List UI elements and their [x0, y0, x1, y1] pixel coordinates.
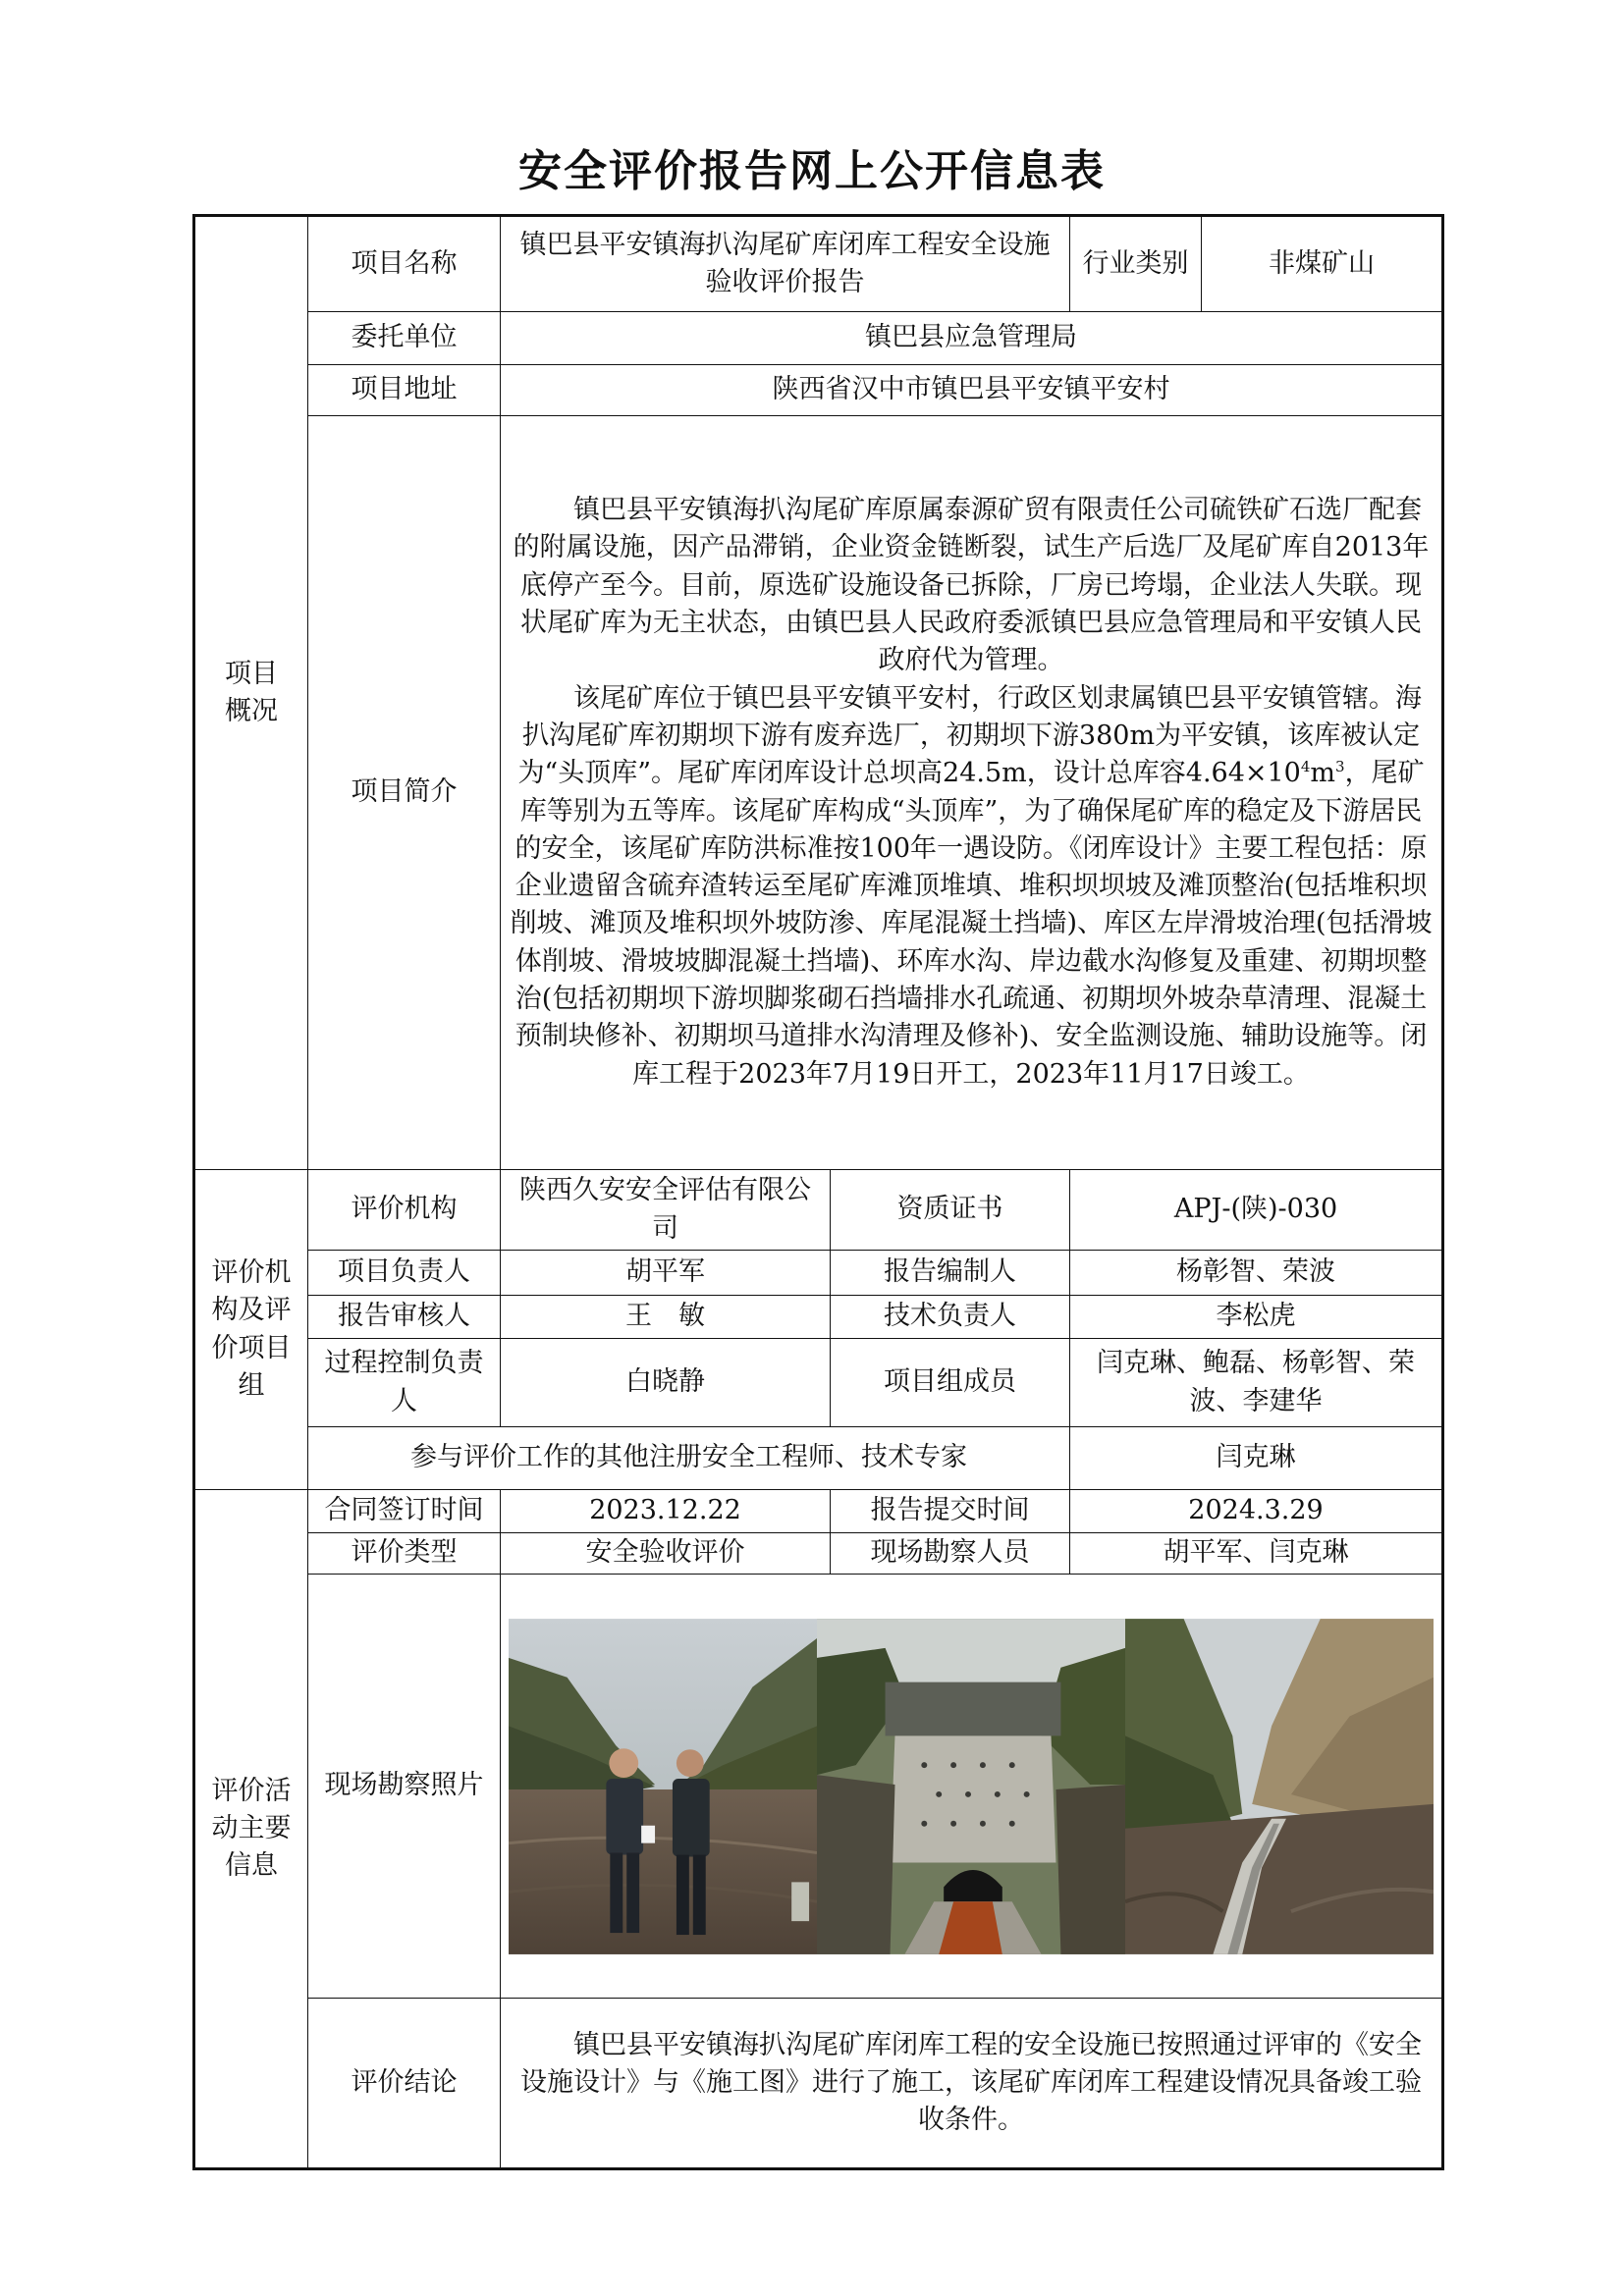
process-value: 白晓静 — [501, 1339, 831, 1427]
tech-label: 技术负责人 — [831, 1296, 1070, 1339]
site-photo-culvert — [817, 1618, 1125, 1955]
photos-label: 现场勘察照片 — [308, 1575, 501, 1999]
site-photo-people — [509, 1618, 817, 1955]
page-title: 安全评价报告网上公开信息表 — [518, 146, 1106, 196]
leader-label: 项目负责人 — [308, 1251, 501, 1296]
agency-value: 陕西久安安全评估有限公司 — [501, 1170, 831, 1251]
site-photo-channel — [1125, 1618, 1434, 1955]
cert-value: APJ-(陕)-030 — [1070, 1170, 1443, 1251]
project-name-label: 项目名称 — [308, 216, 501, 312]
address-label: 项目地址 — [308, 365, 501, 416]
submit-value: 2024.3.29 — [1070, 1490, 1443, 1533]
summary-text — [501, 416, 1443, 1170]
leader-value: 胡平军 — [501, 1251, 831, 1296]
client-label: 委托单位 — [308, 312, 501, 365]
project-name-value: 镇巴县平安镇海扒沟尾矿库闭库工程安全设施验收评价报告 — [501, 216, 1070, 312]
conclusion-label: 评价结论 — [308, 1999, 501, 2169]
conclusion-paragraph: 镇巴县平安镇海扒沟尾矿库闭库工程的安全设施已按照通过评审的《安全设施设计》与《施工图》进行了施工，该尾矿库闭库工程建设情况具备竣工验收条件。 — [520, 2029, 1422, 2136]
info-table — [192, 214, 1444, 2170]
members-label: 项目组成员 — [831, 1339, 1070, 1427]
process-label: 过程控制负责人 — [308, 1339, 501, 1427]
summary-paragraph-2: 该尾矿库位于镇巴县平安镇平安村，行政区划隶属镇巴县平安镇管辖。海扒沟尾矿库初期坝下游有废弃选厂，初期坝下游380m为平安镇，该库被认定为“头顶库”。尾矿库闭库设计总坝高24.5m，设计总库容$4.64\times 10^4m^3$，尾矿库等别为五等库。该尾矿库构成“头顶库”，为了确保尾矿库的稳定及下游居民的安全，该尾矿库防洪标准按100年一遇设防。《闭库设计》主要工程包括：原企业遗留含硫弃渣转运至尾矿库滩顶堆填、堆积坝坝坡及滩顶整治(包括堆积坝削坡、滩顶及堆积坝外坡防渗、库尾混凝土挡墙)、库区左岸滑坡治理(包括滑坡体削坡、滑坡坡脚混凝土挡墙)、环库水沟、岸边截水沟修复及重建、初期坝整治(包括初期坝下游坝脚浆砌石挡墙排水孔疏通、初期坝外坡杂草清理、混凝土预制块修补、初期坝马道排水沟清理及修补)、安全监测设施、辅助设施等。闭库工程于2023年7月19日开工，2023年11月17日竣工。 — [510, 682, 1433, 1090]
summary-paragraph-1: 镇巴县平安镇海扒沟尾矿库原属泰源矿贸有限责任公司硫铁矿石选厂配套的附属设施，因产品滞销，企业资金链断裂，试生产后选厂及尾矿库自2013年底停产至今。目前，原选矿设施设备已拆除，厂房已垮塌，企业法人失联。现状尾矿库为无主状态，由镇巴县人民政府委派镇巴县应急管理局和平安镇人民政府代为管理。 — [513, 494, 1430, 676]
section-overview-label: 项目 概况 — [194, 216, 308, 1170]
eval-type-label: 评价类型 — [308, 1533, 501, 1575]
conclusion-text — [501, 1999, 1443, 2169]
submit-label: 报告提交时间 — [831, 1490, 1070, 1533]
survey-label: 现场勘察人员 — [831, 1533, 1070, 1575]
summary-label: 项目简介 — [308, 416, 501, 1170]
contract-label: 合同签订时间 — [308, 1490, 501, 1533]
members-value: 闫克琳、鲍磊、杨彰智、荣波、李建华 — [1070, 1339, 1443, 1427]
contract-value: 2023.12.22 — [501, 1490, 831, 1533]
others-value: 闫克琳 — [1070, 1427, 1443, 1490]
address-value: 陕西省汉中市镇巴县平安镇平安村 — [501, 365, 1443, 416]
compiler-label: 报告编制人 — [831, 1251, 1070, 1296]
others-label: 参与评价工作的其他注册安全工程师、技术专家 — [308, 1427, 1070, 1490]
reviewer-value: 王 敏 — [501, 1296, 831, 1339]
survey-value: 胡平军、闫克琳 — [1070, 1533, 1443, 1575]
section-org-label: 评价机构及评价项目组 — [194, 1170, 308, 1490]
industry-value: 非煤矿山 — [1202, 216, 1443, 312]
tech-value: 李松虎 — [1070, 1296, 1443, 1339]
industry-label: 行业类别 — [1070, 216, 1202, 312]
eval-type-value: 安全验收评价 — [501, 1533, 831, 1575]
compiler-value: 杨彰智、荣波 — [1070, 1251, 1443, 1296]
client-value: 镇巴县应急管理局 — [501, 312, 1443, 365]
section-activity-label: 评价活动主要信息 — [194, 1490, 308, 2169]
agency-label: 评价机构 — [308, 1170, 501, 1251]
reviewer-label: 报告审核人 — [308, 1296, 501, 1339]
photos-cell — [501, 1575, 1443, 1999]
cert-label: 资质证书 — [831, 1170, 1070, 1251]
